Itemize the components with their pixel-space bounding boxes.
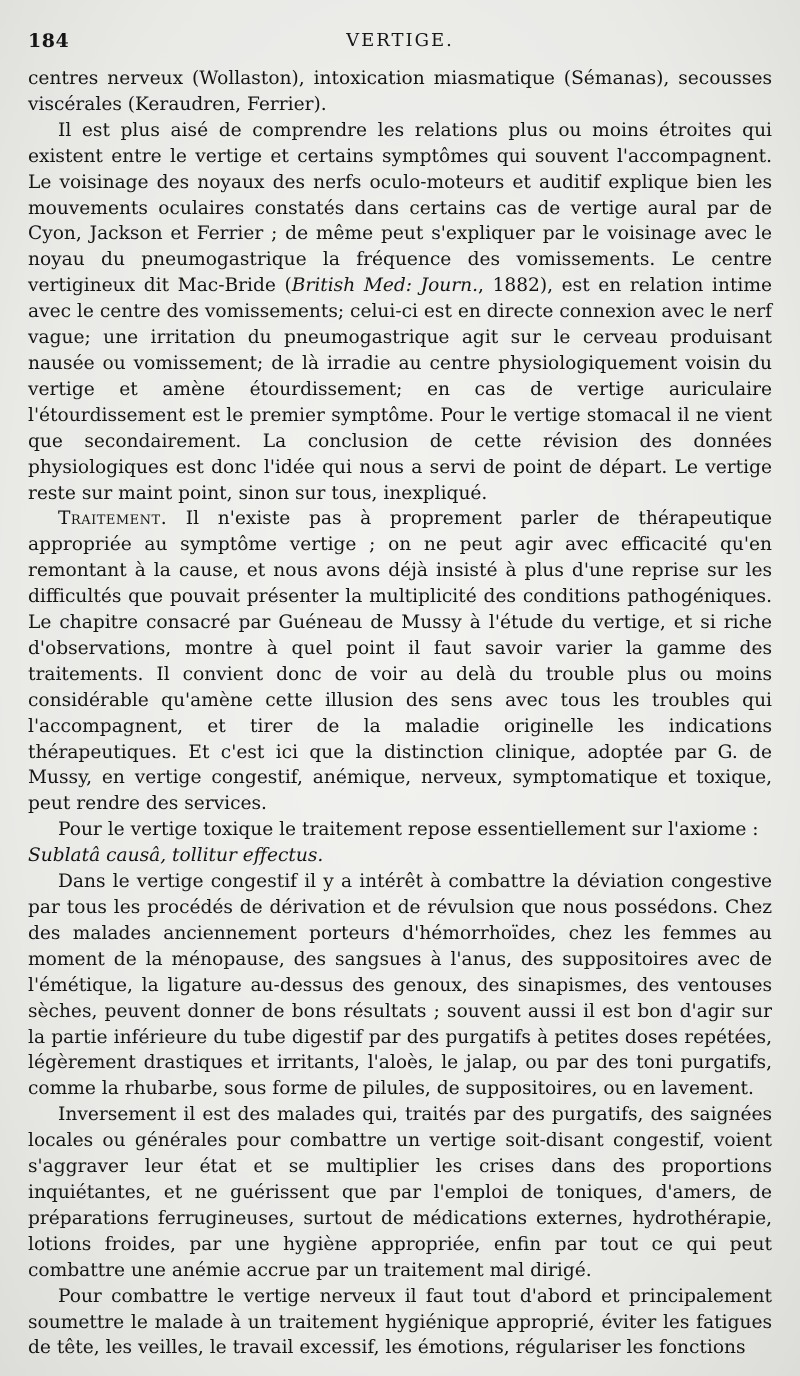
page-number: 184 xyxy=(28,30,70,52)
paragraph-text: centres nerveux (Wollaston), intoxication miasmatique (Sémanas), secousses viscérales (Keraudren, Ferrier). xyxy=(28,68,772,115)
paragraph-text: Inversement il est des malades qui, traités par des purgatifs, des saignées locales ou générales pour combattre un vertige soit-disant congestif, voient s'aggraver leur état et se multiplier les crises dans des proportions inquiétantes, et ne guérissent que par l'emploi de toniques, d'amers, de préparations ferrugineuses, surtout de médications externes, hydrothérapie, lotions froides, par une hygiène appropriée, enfin par tout ce qui peut combattre une anémie accrue par un traitement mal dirigé. xyxy=(28,1104,772,1281)
running-title: VERTIGE. xyxy=(346,30,454,51)
section-heading-traitement: Traitement. xyxy=(58,508,168,530)
paragraph-text: Il n'existe pas à proprement parler de thérapeutique appropriée au symptôme vertige ; on ne peut agir avec efficacité qu'en remontant à la cause, et nous avons déjà insisté à plus d'une reprise sur les difficultés que pouvait présenter la multiplicité des conditions pathogéniques. Le chapitre consacré par Guéneau de Mussy à l'étude du vertige, et si riche d'observations, montre à quel point il faut savoir varier la gamme des traitements. Il convient donc de voir au delà du trouble plus ou moins considérable qu'amène cette illusion des sens avec tous les troubles qui l'accompagnent, et tirer de la maladie originelle les indications thérapeutiques. Et c'est ici que la distinction clinique, adoptée par G. de Mussy, en vertige congestif, anémique, nerveux, symptomatique et toxique, peut rendre des services. xyxy=(28,508,772,815)
paragraph-text: , 1882), est en relation intime avec le centre des vomissements; celui-ci est en directe connexion avec le nerf vague; une irritation du pneumogastrique agit sur le cerveau produisant nausée ou vomissement; de là irradie au centre physiologiquement voisin du vertige et amène étourdissement; en cas de vertige auriculaire l'étourdissement est le premier symptôme. Pour le vertige stomacal il ne vient que secondairement. La conclusion de cette révision des données physiologiques est donc l'idée qui nous a servi de point de départ. Le vertige reste sur maint point, sinon sur tous, inexpliqué. xyxy=(28,275,773,504)
paragraph-relations xyxy=(28,118,772,507)
page-header xyxy=(28,26,772,66)
latin-axiom: Sublatâ causâ, tollitur effectus. xyxy=(28,845,324,867)
paragraph-traitement xyxy=(28,506,772,817)
paragraph-toxique xyxy=(28,817,772,869)
paragraph-text: Pour le vertige toxique le traitement repose essentiellement sur l'axiome : xyxy=(58,819,759,841)
paragraph-continuation xyxy=(28,66,772,118)
body-text xyxy=(28,66,772,1361)
paragraph-text: Pour combattre le vertige nerveux il faut tout d'abord et principalement soumettre le malade à un traitement hygiénique approprié, éviter les fatigues de tête, les veilles, le travail excessif, les émotions, régulariser les fonctions xyxy=(28,1285,772,1359)
paragraph-text: Dans le vertige congestif il y a intérêt à combattre la déviation congestive par tous les procédés de dérivation et de révulsion que nous possédons. Chez des malades anciennement porteurs d'hémorrhoïdes, chez les femmes au moment de la ménopause, des sangsues à l'anus, des suppositoires avec de l'émétique, la ligature au-dessus des genoux, des sinapismes, des ventouses sèches, peuvent donner de bons résultats ; souvent aussi il est bon d'agir sur la partie inférieure du tube digestif par des purgatifs à petites doses repétées, légèrement drastiques et irritants, l'aloès, le jalap, ou par des toni purgatifs, comme la rhubarbe, sous forme de pilules, de suppositoires, ou en lavement. xyxy=(28,871,772,1100)
paragraph-text: Il est plus aisé de comprendre les relations plus ou moins étroites qui existent entre le vertige et certains symptômes qui souvent l'accompagnent. Le voisinage des noyaux des nerfs oculo-moteurs et auditif explique bien les mouvements oculaires constatés dans certains cas de vertige aural par de Cyon, Jackson et Ferrier ; de même peut s'expliquer par le voisinage avec le noyau du pneumogastrique la fréquence des vomissements. Le centre vertigineux dit Mac-Bride ( xyxy=(28,119,772,297)
journal-title: British Med: Journ. xyxy=(291,275,479,297)
paragraph-congestif xyxy=(28,869,772,1102)
paragraph-nerveux xyxy=(28,1284,772,1362)
paragraph-inversement xyxy=(28,1102,772,1283)
